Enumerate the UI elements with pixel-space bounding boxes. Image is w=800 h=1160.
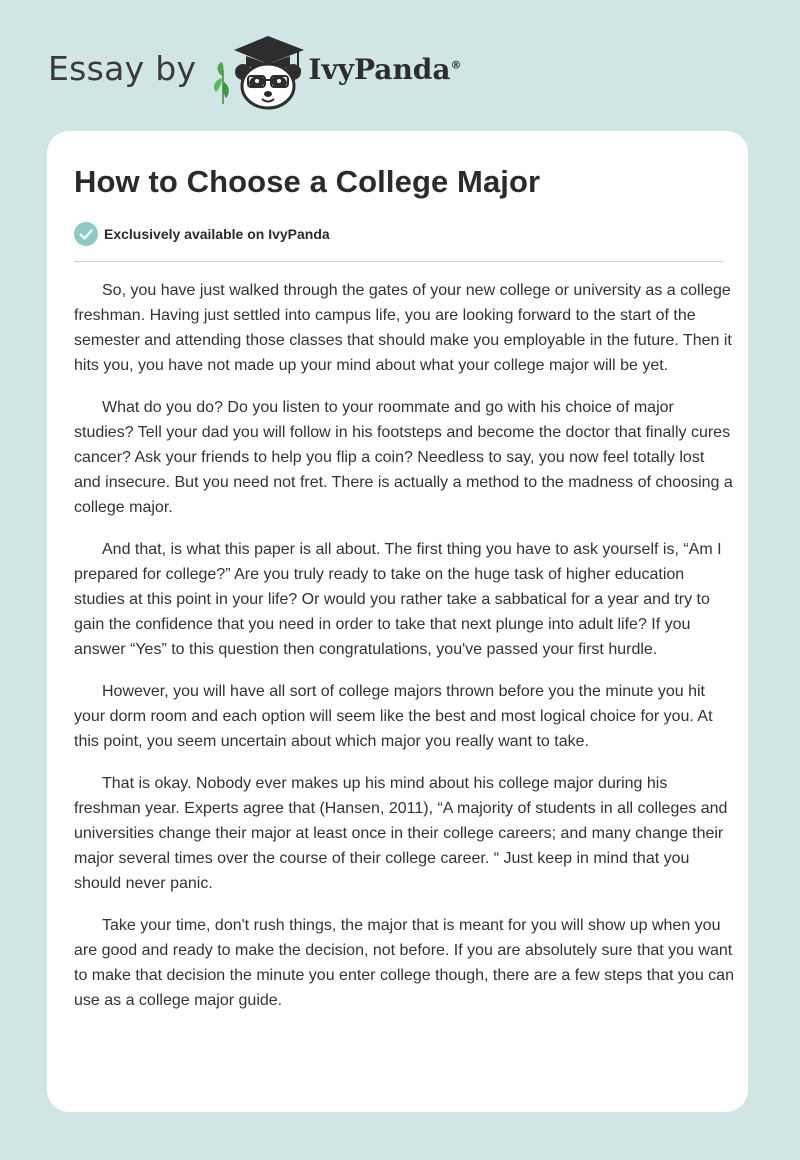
page-title: How to Choose a College Major [74,164,541,199]
exclusive-badge [74,222,330,246]
essay-by-label: Essay by [48,48,197,88]
ivypanda-brand-name[interactable] [308,53,461,86]
ivypanda-graduate-logo-icon[interactable] [210,30,306,112]
site-header [48,26,462,116]
paragraph: That is okay. Nobody ever makes up his mind about his college major during his freshman year. Experts agree that (Hansen, 2011), “A majority of students in all colleges and universities change their major at least once in their college careers; and many change their major several times over the course of their college career. “ Just keep in mind that you should never panic. [74,775,728,892]
check-circle-icon [74,222,98,246]
paragraph: And that, is what this paper is all about. The first thing you have to ask yourself is, “Am I prepared for college?” Are you truly ready to take on the huge task of higher education studies at this point in your life? Or would you rather take a sabbatical for a year and try to gain the confidence that you need in order to take that next plunge into adult life? If you answer “Yes” to this question then congratulations, you've passed your first hurdle. [74,541,722,658]
essay-body [74,278,734,1030]
paragraph: So, you have just walked through the gates of your new college or university as a college freshman. Having just settled into campus life, you are looking forward to the start of the semester and attending those classes that should make you employable in the future. Then it hits you, you have not made up your mind about what your college major will be yet. [74,282,732,374]
registered-mark: ® [450,58,462,72]
essay-card [47,131,748,1112]
paragraph: However, you will have all sort of college majors thrown before you the minute you hit your dorm room and each option will seem like the best and most logical choice for you. At this point, you seem uncertain about which major you really want to take. [74,683,713,750]
paragraph: Take your time, don't rush things, the major that is meant for you will show up when you are good and ready to make the decision, not before. If you are absolutely sure that you want to make that decision the minute you enter college though, there are a few steps that you can use as a college major guide. [74,917,734,1009]
divider [74,261,724,262]
brand-name-text: IvyPanda [308,52,451,86]
paragraph: What do you do? Do you listen to your roommate and go with his choice of major studies? Tell your dad you will follow in his footsteps and become the doctor that finally cures cancer? Ask your friends to help you flip a coin? Needless to say, you now feel totally lost and insecure. But you need not fret. There is actually a method to the madness of choosing a college major. [74,399,733,516]
badge-text: Exclusively available on IvyPanda [104,226,330,242]
